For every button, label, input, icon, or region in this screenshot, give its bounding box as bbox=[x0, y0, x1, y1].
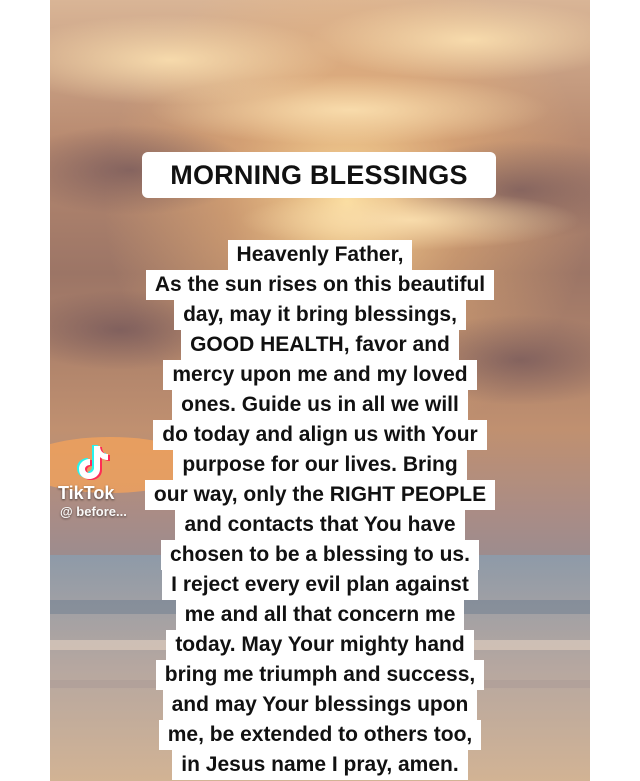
tiktok-brand-text: TikTok bbox=[58, 483, 115, 503]
prayer-line: mercy upon me and my loved bbox=[163, 360, 476, 390]
prayer-line: bring me triumph and success, bbox=[156, 660, 484, 690]
prayer-line: purpose for our lives. Bring bbox=[173, 450, 466, 480]
prayer-line: our way, only the RIGHT PEOPLE bbox=[145, 480, 495, 510]
title-text: MORNING BLESSINGS bbox=[170, 159, 468, 190]
prayer-line: do today and align us with Your bbox=[153, 420, 486, 450]
video-frame bbox=[50, 0, 590, 781]
prayer-line: in Jesus name I pray, amen. bbox=[172, 750, 467, 780]
prayer-line: ones. Guide us in all we will bbox=[172, 390, 468, 420]
prayer-line: Heavenly Father, bbox=[228, 240, 413, 270]
prayer-text-block bbox=[50, 240, 590, 780]
prayer-line: and may Your blessings upon bbox=[163, 690, 478, 720]
prayer-line: day, may it bring blessings, bbox=[174, 300, 466, 330]
prayer-line: As the sun rises on this beautiful bbox=[146, 270, 494, 300]
tiktok-logo-icon bbox=[72, 442, 112, 482]
prayer-line: me and all that concern me bbox=[176, 600, 465, 630]
prayer-line: GOOD HEALTH, favor and bbox=[181, 330, 459, 360]
tiktok-handle-text: @ before... bbox=[60, 504, 127, 519]
prayer-line: today. May Your mighty hand bbox=[166, 630, 473, 660]
prayer-line: me, be extended to others too, bbox=[159, 720, 482, 750]
title-banner bbox=[142, 152, 496, 198]
prayer-line: chosen to be a blessing to us. bbox=[161, 540, 479, 570]
prayer-line: I reject every evil plan against bbox=[162, 570, 478, 600]
prayer-line: and contacts that You have bbox=[175, 510, 464, 540]
